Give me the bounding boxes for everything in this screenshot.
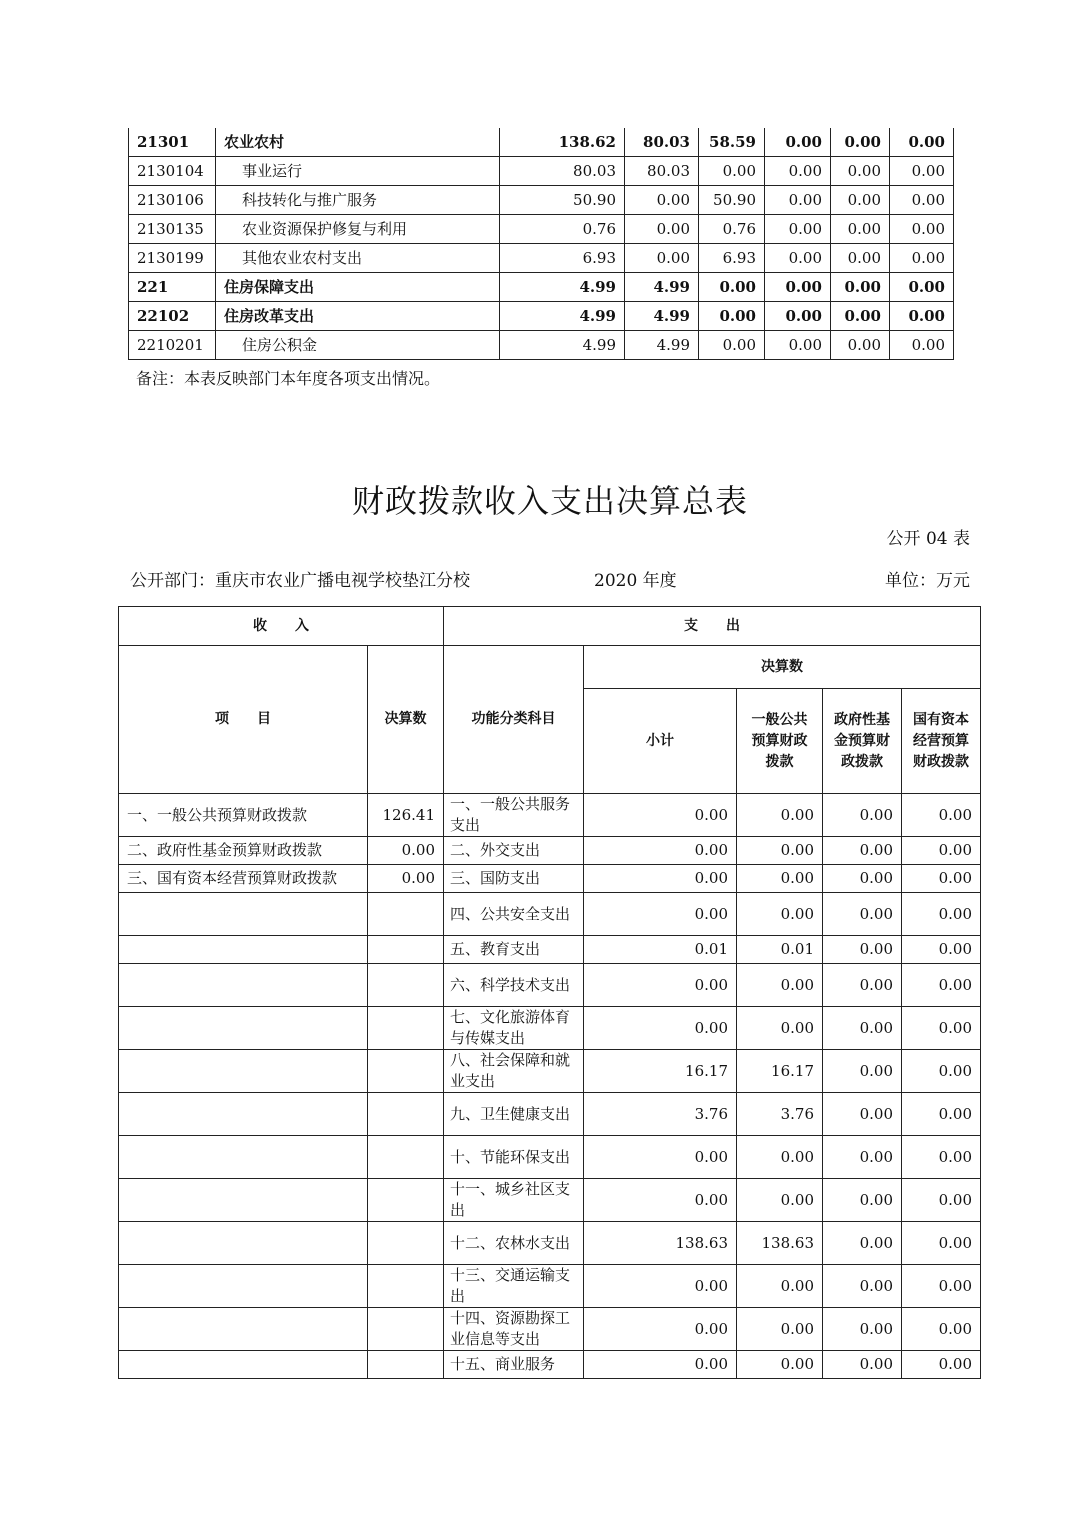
gov-fund-header: 政府性基金预算财政拨款 — [823, 689, 902, 794]
function-category: 十四、资源勘探工业信息等支出 — [444, 1308, 584, 1351]
expense-value: 0.00 — [823, 1222, 902, 1265]
income-value — [368, 1179, 444, 1222]
general-budget-header: 一般公共预算财政拨款 — [737, 689, 823, 794]
table-row — [119, 936, 981, 964]
row-value: 0.00 — [699, 157, 765, 186]
expense-value: 0.00 — [584, 1007, 737, 1050]
row-value: 0.00 — [831, 302, 890, 331]
table-row — [129, 215, 954, 244]
row-value: 4.99 — [625, 302, 699, 331]
function-category: 二、外交支出 — [444, 837, 584, 865]
expense-value: 0.00 — [902, 1093, 981, 1136]
row-value: 0.00 — [765, 157, 831, 186]
item-header: 项 目 — [119, 646, 368, 794]
expense-value: 0.00 — [902, 794, 981, 837]
expense-value: 0.00 — [737, 794, 823, 837]
expense-value: 0.00 — [902, 837, 981, 865]
function-category: 八、社会保障和就业支出 — [444, 1050, 584, 1093]
table-row — [119, 1222, 981, 1265]
row-code: 2210201 — [129, 331, 216, 360]
expense-value: 0.00 — [584, 1351, 737, 1379]
function-category: 五、教育支出 — [444, 936, 584, 964]
final-amount-header: 决算数 — [584, 646, 981, 689]
row-name: 农业资源保护修复与利用 — [216, 215, 500, 244]
expense-value: 0.00 — [823, 865, 902, 893]
row-value: 0.00 — [765, 215, 831, 244]
row-value: 0.00 — [831, 157, 890, 186]
expense-value: 0.00 — [823, 1351, 902, 1379]
row-value: 50.90 — [699, 186, 765, 215]
row-value: 0.00 — [765, 273, 831, 302]
income-item — [119, 1007, 368, 1050]
income-item — [119, 1351, 368, 1379]
fiscal-summary-table — [118, 606, 981, 1379]
income-value — [368, 893, 444, 936]
income-header: 收 入 — [119, 607, 444, 646]
income-item — [119, 1308, 368, 1351]
expense-header: 支 出 — [444, 607, 981, 646]
table-row — [129, 302, 954, 331]
function-category: 七、文化旅游体育与传媒支出 — [444, 1007, 584, 1050]
expense-value: 0.00 — [584, 865, 737, 893]
table-number: 公开 04 表 — [886, 529, 970, 549]
expense-value: 0.00 — [584, 893, 737, 936]
table-row — [119, 1093, 981, 1136]
row-name: 住房改革支出 — [216, 302, 500, 331]
expense-value: 0.00 — [823, 1265, 902, 1308]
row-value: 0.00 — [831, 244, 890, 273]
income-value — [368, 936, 444, 964]
department-label: 公开部门：重庆市农业广播电视学校垫江分校 — [130, 571, 470, 591]
row-value: 0.00 — [765, 186, 831, 215]
row-code: 2130199 — [129, 244, 216, 273]
table-row — [119, 1050, 981, 1093]
row-value: 0.00 — [890, 215, 954, 244]
income-item — [119, 893, 368, 936]
function-category: 六、科学技术支出 — [444, 964, 584, 1007]
expense-value: 0.00 — [737, 1351, 823, 1379]
income-value — [368, 1265, 444, 1308]
row-value: 0.00 — [765, 244, 831, 273]
income-item — [119, 1093, 368, 1136]
expense-value: 16.17 — [584, 1050, 737, 1093]
row-value: 0.00 — [625, 186, 699, 215]
expense-value: 138.63 — [584, 1222, 737, 1265]
row-name: 其他农业农村支出 — [216, 244, 500, 273]
row-value: 4.99 — [500, 302, 625, 331]
table-row — [119, 1007, 981, 1050]
expense-value: 0.00 — [584, 1265, 737, 1308]
state-capital-header: 国有资本经营预算财政拨款 — [902, 689, 981, 794]
expense-value: 0.00 — [584, 1308, 737, 1351]
expense-value: 0.00 — [737, 1308, 823, 1351]
function-category: 三、国防支出 — [444, 865, 584, 893]
row-value: 0.00 — [831, 215, 890, 244]
row-code: 2130104 — [129, 157, 216, 186]
expense-value: 0.00 — [902, 1308, 981, 1351]
expense-value: 0.00 — [902, 1351, 981, 1379]
table-note: 备注：本表反映部门本年度各项支出情况。 — [136, 369, 441, 388]
function-category: 十五、商业服务 — [444, 1351, 584, 1379]
row-value: 0.00 — [831, 331, 890, 360]
row-code: 21301 — [129, 128, 216, 157]
row-value: 80.03 — [500, 157, 625, 186]
function-category: 十、节能环保支出 — [444, 1136, 584, 1179]
row-code: 22102 — [129, 302, 216, 331]
row-value: 0.00 — [890, 157, 954, 186]
income-value: 0.00 — [368, 865, 444, 893]
table-row — [129, 128, 954, 157]
row-code: 221 — [129, 273, 216, 302]
row-value: 4.99 — [500, 331, 625, 360]
expense-value: 0.01 — [584, 936, 737, 964]
table-row — [119, 837, 981, 865]
expense-value: 3.76 — [584, 1093, 737, 1136]
row-code: 2130106 — [129, 186, 216, 215]
income-item — [119, 1136, 368, 1179]
function-category: 一、一般公共服务支出 — [444, 794, 584, 837]
income-item — [119, 964, 368, 1007]
function-category: 十一、城乡社区支出 — [444, 1179, 584, 1222]
function-category-header: 功能分类科目 — [444, 646, 584, 794]
income-value — [368, 1093, 444, 1136]
income-item: 一、一般公共预算财政拨款 — [119, 794, 368, 837]
expense-value: 0.00 — [584, 1179, 737, 1222]
expense-value: 0.00 — [737, 893, 823, 936]
expense-value: 0.00 — [584, 964, 737, 1007]
expense-value: 0.00 — [823, 1007, 902, 1050]
expense-value: 0.00 — [823, 1050, 902, 1093]
expense-value: 0.00 — [823, 936, 902, 964]
expense-value: 0.00 — [902, 1007, 981, 1050]
expense-value: 0.00 — [737, 1136, 823, 1179]
expense-value: 0.00 — [902, 865, 981, 893]
expense-value: 0.00 — [823, 794, 902, 837]
expense-value: 0.00 — [902, 936, 981, 964]
row-value: 6.93 — [699, 244, 765, 273]
function-category: 九、卫生健康支出 — [444, 1093, 584, 1136]
row-value: 0.00 — [699, 331, 765, 360]
income-value: 126.41 — [368, 794, 444, 837]
table-row — [129, 186, 954, 215]
row-value: 4.99 — [500, 273, 625, 302]
row-value: 0.00 — [625, 215, 699, 244]
table-row — [129, 331, 954, 360]
expense-value: 0.00 — [902, 893, 981, 936]
year-label: 2020 年度 — [594, 571, 677, 591]
row-value: 0.00 — [699, 302, 765, 331]
unit-label: 单位：万元 — [885, 571, 970, 591]
expense-value: 0.01 — [737, 936, 823, 964]
expense-value: 0.00 — [737, 1179, 823, 1222]
row-value: 6.93 — [500, 244, 625, 273]
table-row — [129, 244, 954, 273]
table-row — [119, 1351, 981, 1379]
expense-value: 0.00 — [584, 837, 737, 865]
table-row — [119, 1265, 981, 1308]
expense-value: 0.00 — [902, 1265, 981, 1308]
table-row — [119, 893, 981, 936]
income-value — [368, 964, 444, 1007]
income-value — [368, 1007, 444, 1050]
expense-value: 0.00 — [823, 1093, 902, 1136]
income-value — [368, 1351, 444, 1379]
row-value: 80.03 — [625, 157, 699, 186]
income-value — [368, 1050, 444, 1093]
row-value: 0.00 — [890, 302, 954, 331]
row-value: 0.76 — [500, 215, 625, 244]
expense-value: 0.00 — [737, 1265, 823, 1308]
income-item — [119, 1179, 368, 1222]
expense-value: 0.00 — [823, 837, 902, 865]
income-item — [119, 936, 368, 964]
row-value: 0.00 — [890, 331, 954, 360]
expense-value: 0.00 — [902, 1050, 981, 1093]
row-value: 0.00 — [831, 273, 890, 302]
expense-value: 0.00 — [902, 964, 981, 1007]
expense-value: 0.00 — [902, 1136, 981, 1179]
row-value: 0.00 — [831, 128, 890, 157]
expense-value: 3.76 — [737, 1093, 823, 1136]
income-value — [368, 1308, 444, 1351]
table-row — [119, 865, 981, 893]
row-value: 0.00 — [890, 128, 954, 157]
row-value: 0.00 — [890, 186, 954, 215]
table-row — [119, 964, 981, 1007]
row-value: 50.90 — [500, 186, 625, 215]
income-value: 0.00 — [368, 837, 444, 865]
expense-value: 0.00 — [584, 794, 737, 837]
expense-value: 0.00 — [737, 964, 823, 1007]
row-value: 58.59 — [699, 128, 765, 157]
expense-value: 0.00 — [823, 964, 902, 1007]
income-value — [368, 1222, 444, 1265]
row-value: 0.00 — [765, 331, 831, 360]
income-value — [368, 1136, 444, 1179]
table-row — [119, 794, 981, 837]
row-value: 0.00 — [831, 186, 890, 215]
table-row — [119, 1179, 981, 1222]
expense-value: 0.00 — [823, 1179, 902, 1222]
row-name: 事业运行 — [216, 157, 500, 186]
table-row — [119, 1308, 981, 1351]
row-name: 住房公积金 — [216, 331, 500, 360]
row-value: 0.00 — [765, 128, 831, 157]
row-code: 2130135 — [129, 215, 216, 244]
row-value: 138.62 — [500, 128, 625, 157]
expense-value: 138.63 — [737, 1222, 823, 1265]
table-row — [119, 1136, 981, 1179]
function-category: 十二、农林水支出 — [444, 1222, 584, 1265]
expense-value: 0.00 — [823, 1308, 902, 1351]
expense-value: 0.00 — [902, 1222, 981, 1265]
row-value: 0.00 — [890, 273, 954, 302]
row-value: 4.99 — [625, 331, 699, 360]
expense-value: 0.00 — [902, 1179, 981, 1222]
row-value: 0.00 — [625, 244, 699, 273]
expense-value: 0.00 — [584, 1136, 737, 1179]
expense-value: 0.00 — [823, 893, 902, 936]
income-item — [119, 1265, 368, 1308]
row-value: 0.76 — [699, 215, 765, 244]
subtotal-header: 小计 — [584, 689, 737, 794]
function-category: 四、公共安全支出 — [444, 893, 584, 936]
expense-value: 0.00 — [737, 1007, 823, 1050]
row-name: 住房保障支出 — [216, 273, 500, 302]
row-value: 0.00 — [765, 302, 831, 331]
expense-value: 16.17 — [737, 1050, 823, 1093]
function-category: 十三、交通运输支出 — [444, 1265, 584, 1308]
table-row — [129, 273, 954, 302]
row-name: 科技转化与推广服务 — [216, 186, 500, 215]
row-value: 0.00 — [890, 244, 954, 273]
page-title: 财政拨款收入支出决算总表 — [351, 482, 748, 520]
row-value: 4.99 — [625, 273, 699, 302]
expense-value: 0.00 — [737, 865, 823, 893]
table-row — [129, 157, 954, 186]
income-item — [119, 1050, 368, 1093]
income-item — [119, 1222, 368, 1265]
row-value: 80.03 — [625, 128, 699, 157]
income-item: 二、政府性基金预算财政拨款 — [119, 837, 368, 865]
expense-value: 0.00 — [737, 837, 823, 865]
row-value: 0.00 — [699, 273, 765, 302]
income-item: 三、国有资本经营预算财政拨款 — [119, 865, 368, 893]
row-name: 农业农村 — [216, 128, 500, 157]
income-final-header: 决算数 — [368, 646, 444, 794]
expense-value: 0.00 — [823, 1136, 902, 1179]
expenditure-detail-table — [128, 128, 954, 360]
